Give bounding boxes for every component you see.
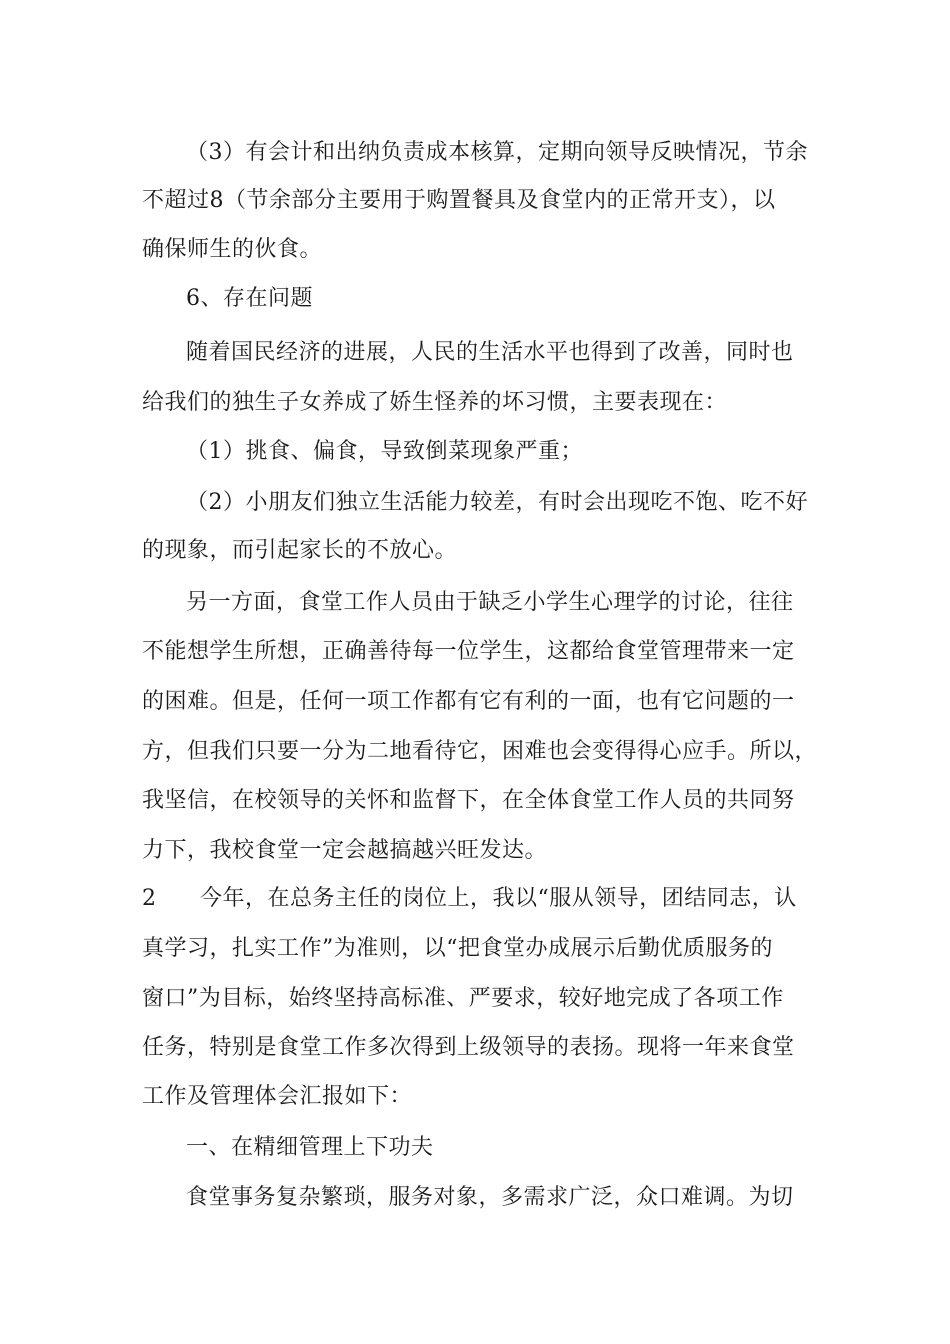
text-line: 随着国民经济的进展，人民的生活水平也得到了改善，同时也 xyxy=(186,340,794,365)
text-line: 方，但我们只要一分为二地看待它，困难也会变得得心应手。所以， xyxy=(142,739,818,764)
section-heading: 一、在精细管理上下功夫 xyxy=(186,1135,434,1160)
text-line: 工作及管理体会汇报如下： xyxy=(142,1084,413,1109)
text-line: 的现象，而引起家长的不放心。 xyxy=(142,538,458,563)
text-line: （2）小朋友们独立生活能力较差，有时会出现吃不饱、吃不好 xyxy=(186,490,808,515)
text-line: 给我们的独生子女养成了娇生怪养的坏习惯，主要表现在： xyxy=(142,390,728,415)
text-line: （1）挑食、偏食，导致倒菜现象严重； xyxy=(186,439,583,464)
text-line: 不超过8（节余部分主要用于购置餐具及食堂内的正常开支），以 xyxy=(142,188,776,213)
section-heading: 6、存在问题 xyxy=(186,286,313,311)
text-line: 任务，特别是食堂工作多次得到上级领导的表扬。现将一年来食堂 xyxy=(142,1035,795,1060)
text-line: 不能想学生所想，正确善待每一位学生，这都给食堂管理带来一定 xyxy=(142,639,795,664)
text-line: （3）有会计和出纳负责成本核算，定期向领导反映情况，节余 xyxy=(186,140,808,165)
text-line: 今年，在总务主任的岗位上，我以“服从领导，团结同志，认 xyxy=(200,886,797,911)
text-line: 窗口”为目标，始终坚持高标准、严要求，较好地完成了各项工作 xyxy=(142,986,784,1011)
text-line: 食堂事务复杂繁琐，服务对象，多需求广泛，众口难调。为切 xyxy=(186,1185,794,1210)
text-line: 力下，我校食堂一定会越搞越兴旺发达。 xyxy=(142,838,548,863)
text-line: 我坚信，在校领导的关怀和监督下，在全体食堂工作人员的共同努 xyxy=(142,788,795,813)
section-number: 2 xyxy=(142,886,157,911)
text-line: 真学习，扎实工作”为准则，以“把食堂办成展示后勤优质服务的 xyxy=(142,936,773,961)
text-line: 的困难。但是，任何一项工作都有它有利的一面，也有它问题的一 xyxy=(142,689,795,714)
text-line: 确保师生的伙食。 xyxy=(142,237,323,262)
text-line: 另一方面，食堂工作人员由于缺乏小学生心理学的讨论，往往 xyxy=(186,590,794,615)
